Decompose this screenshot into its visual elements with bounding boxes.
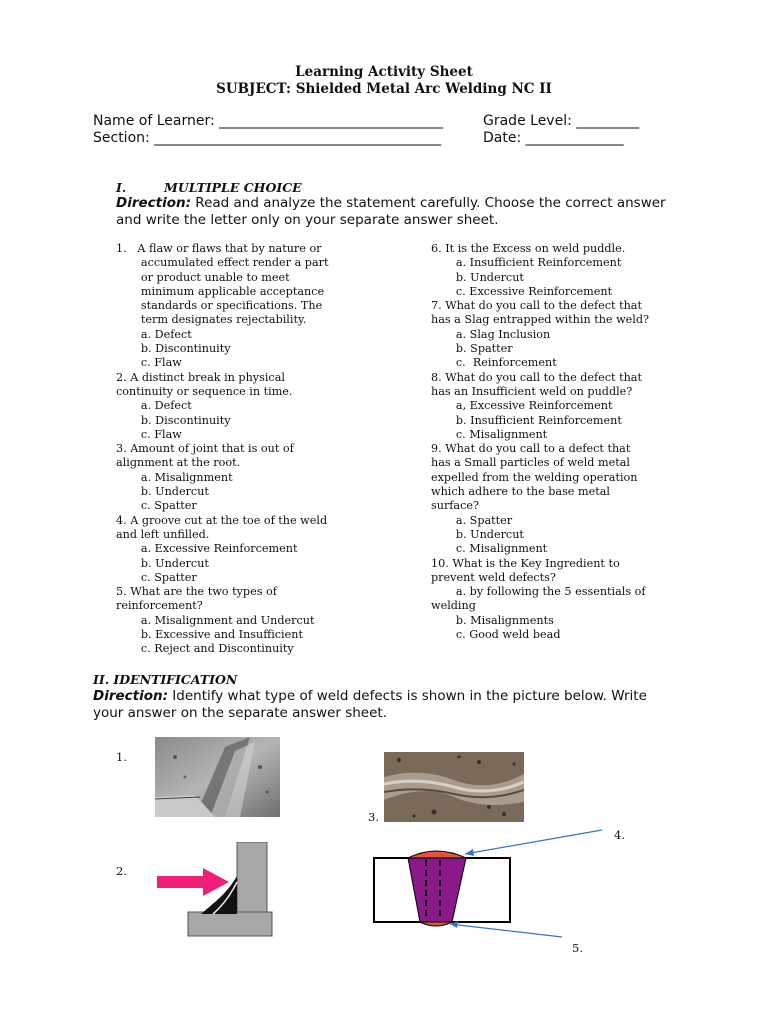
question-line: a. Misalignment and Undercut <box>116 613 315 627</box>
picture-label-4: 4. <box>614 828 625 842</box>
question-line: 10. What is the Key Ingredient to <box>431 556 620 570</box>
question-line: b. Insufficient Reinforcement <box>431 413 622 427</box>
question-line: 6. It is the Excess on weld puddle. <box>431 242 626 255</box>
picture-label-3: 3. <box>368 810 379 824</box>
question-line: c. Flaw <box>116 427 182 441</box>
picture-label-1: 1. <box>116 750 127 764</box>
direction-text: Identify what type of weld defects is shown in the picture below. Write <box>168 688 647 704</box>
question-line: alignment at the root. <box>116 456 241 470</box>
question-line: 4. A groove cut at the toe of the weld <box>116 513 328 527</box>
question-line: c. Reject and Discontinuity <box>116 642 294 656</box>
question-line: a. Defect <box>116 327 192 341</box>
picture-label-5: 5. <box>572 941 583 955</box>
question-line: b. Undercut <box>116 485 209 499</box>
question-line: has an Insufficient weld on puddle? <box>431 384 633 398</box>
question-line: c. Excessive Reinforcement <box>431 284 613 298</box>
question-line: welding <box>431 599 476 613</box>
date-field: Date: ______________ <box>483 130 624 146</box>
question-line: 8. What do you call to the defect that <box>431 370 642 384</box>
question-line: 5. What are the two types of <box>116 585 277 599</box>
part1-heading: MULTIPLE CHOICE <box>164 180 302 195</box>
direction-label: Direction: <box>116 195 192 211</box>
question-line: c. Good weld bead <box>431 628 561 642</box>
direction-label: Direction: <box>93 688 169 704</box>
question-line: b. Undercut <box>431 527 524 541</box>
worksheet-title: Learning Activity Sheet <box>295 64 473 80</box>
question-line: a. Insufficient Reinforcement <box>431 256 622 270</box>
question-line: c. Reinforcement <box>431 356 557 370</box>
question-line: accumulated effect render a part <box>116 256 329 270</box>
grade-level-field: Grade Level: _________ <box>483 113 640 129</box>
question-line: c. Spatter <box>116 499 197 513</box>
question-line: 1. A flaw or flaws that by nature or <box>116 242 322 255</box>
name-of-learner-field: Name of Learner: ________________________________ <box>93 113 444 129</box>
question-line: a. Misalignment <box>116 470 233 484</box>
question-line: c. Flaw <box>116 356 182 370</box>
worksheet-subject: SUBJECT: Shielded Metal Arc Welding NC II <box>216 81 552 97</box>
question-line: term designates rejectability. <box>116 313 307 327</box>
question-line: a, Excessive Reinforcement <box>431 399 613 413</box>
butt-joint-diagram <box>370 820 610 940</box>
direction-text-line2: and write the letter only on your separate answer sheet. <box>116 212 499 228</box>
question-line: and left unfilled. <box>116 527 210 541</box>
question-line: standards or specifications. The <box>116 299 323 313</box>
question-line: b. Discontinuity <box>116 413 231 427</box>
question-line: a. by following the 5 essentials of <box>431 585 646 599</box>
question-line: reinforcement? <box>116 599 203 613</box>
fillet-weld-diagram <box>155 842 275 937</box>
question-line: c. Spatter <box>116 570 197 584</box>
weld-defect-photo-3 <box>384 752 524 822</box>
question-line: c. Misalignment <box>431 427 548 441</box>
question-line: 2. A distinct break in physical <box>116 370 285 384</box>
question-line: a. Spatter <box>431 513 513 527</box>
question-line: a. Excessive Reinforcement <box>116 542 298 556</box>
question-line: 9. What do you call to a defect that <box>431 442 631 456</box>
question-line: b. Excessive and Insufficient <box>116 628 303 642</box>
question-line: b. Undercut <box>431 270 524 284</box>
part2-direction <box>93 688 713 722</box>
question-line: b. Discontinuity <box>116 342 231 356</box>
part1-direction <box>116 195 696 229</box>
picture-label-2: 2. <box>116 864 127 878</box>
weld-defect-photo-1 <box>155 737 280 817</box>
question-line: expelled from the welding operation <box>431 470 638 484</box>
question-line: continuity or sequence in time. <box>116 384 293 398</box>
question-line: minimum applicable acceptance <box>116 284 325 298</box>
part1-heading-number: I. <box>116 180 127 195</box>
direction-text: Read and analyze the statement carefully. Choose the correct answer <box>191 195 666 211</box>
part2-heading: II. IDENTIFICATION <box>93 672 238 687</box>
question-line: a. Slag Inclusion <box>431 327 551 341</box>
question-line: b. Misalignments <box>431 613 554 627</box>
question-line: or product unable to meet <box>116 270 290 284</box>
questions-column-right <box>431 242 731 642</box>
questions-column-left <box>116 242 416 657</box>
question-line: 7. What do you call to the defect that <box>431 299 642 313</box>
question-line: surface? <box>431 499 479 513</box>
section-field: Section: _________________________________________ <box>93 130 442 146</box>
question-line: a. Defect <box>116 399 192 413</box>
question-line: prevent weld defects? <box>431 570 556 584</box>
question-line: has a Small particles of weld metal <box>431 456 630 470</box>
question-line: b. Undercut <box>116 556 209 570</box>
question-line: c. Misalignment <box>431 542 548 556</box>
question-line: has a Slag entrapped within the weld? <box>431 313 650 327</box>
question-line: b. Spatter <box>431 342 513 356</box>
question-line: which adhere to the base metal <box>431 485 610 499</box>
direction-text-line2: your answer on the separate answer sheet. <box>93 705 387 721</box>
question-line: 3. Amount of joint that is out of <box>116 442 294 456</box>
